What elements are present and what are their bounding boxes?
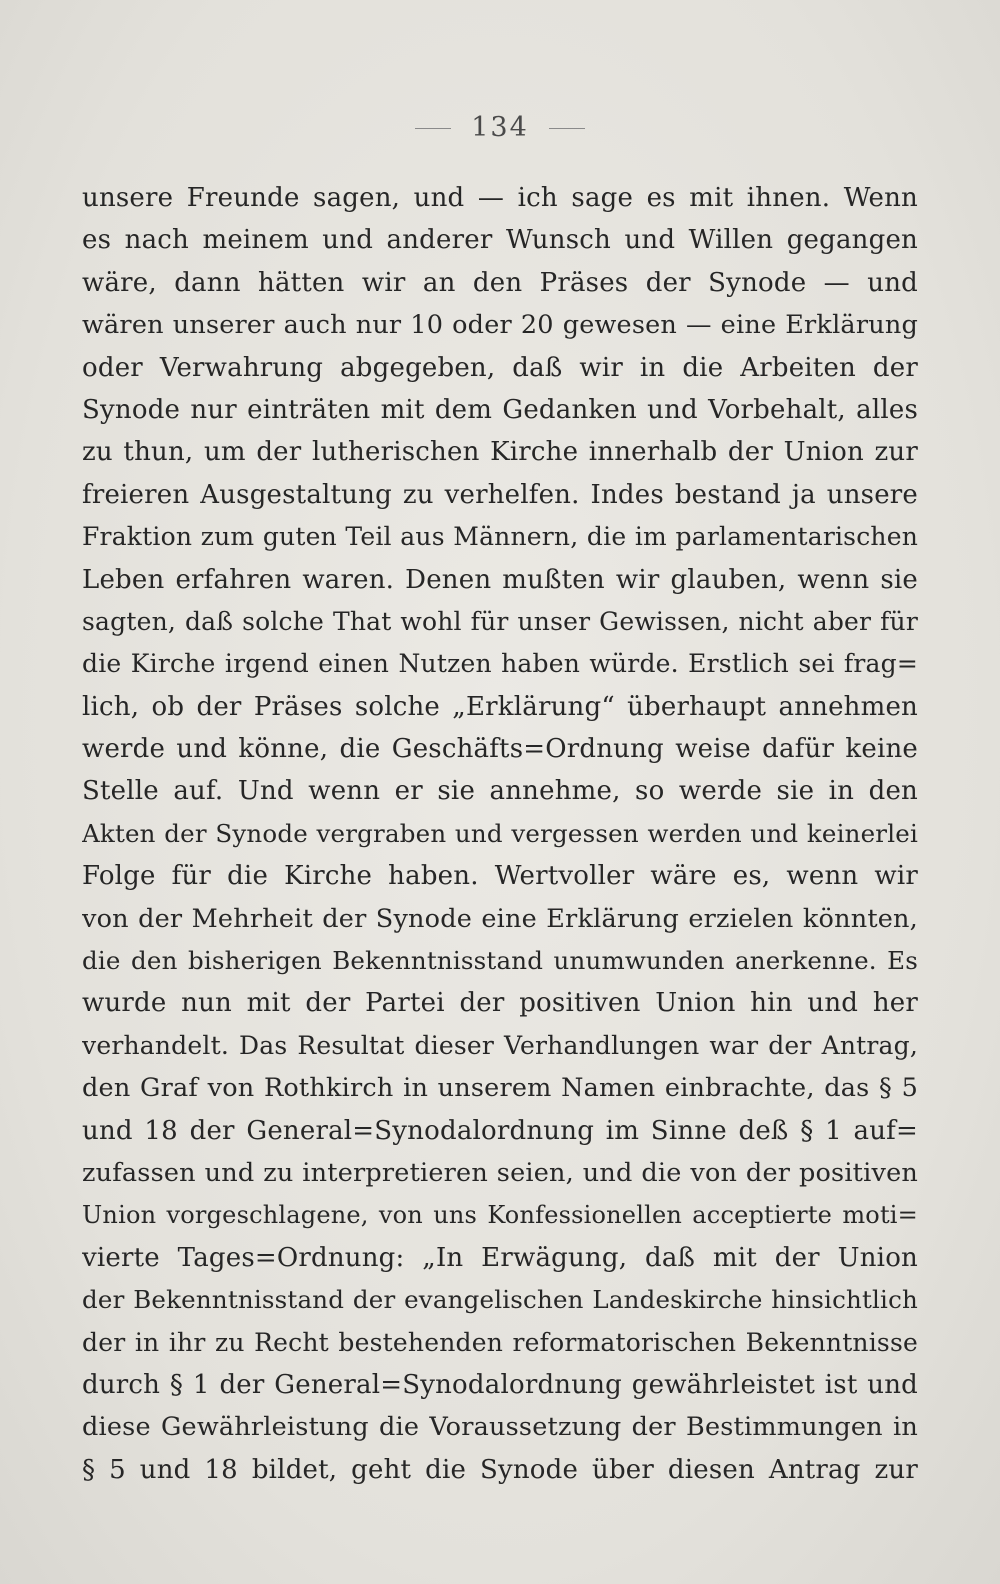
- text-line: Union vorgeschlagene, von uns Konfessionellen acceptierte moti=: [82, 1201, 918, 1230]
- text-line: verhandelt. Das Resultat dieser Verhandlungen war der Antrag,: [82, 1030, 918, 1060]
- text-line: und 18 der General=Synodalordnung im Sinne deß § 1 auf=: [82, 1115, 918, 1146]
- text-line: Leben erfahren waren. Denen mußten wir glauben, wenn sie: [82, 564, 918, 595]
- text-line: § 5 und 18 bildet, geht die Synode über diesen Antrag zur: [82, 1454, 918, 1485]
- text-line: lich, ob der Präses solche „Erklärung“ überhaupt annehmen: [82, 691, 918, 722]
- right-dash: [549, 128, 585, 129]
- text-line: es nach meinem und anderer Wunsch und Willen gegangen: [82, 225, 918, 256]
- text-line: zufassen und zu interpretieren seien, und die von der positiven: [82, 1157, 918, 1188]
- text-line: freieren Ausgestaltung zu verhelfen. Indes bestand ja unsere: [82, 479, 918, 510]
- page-number-header: [0, 112, 1000, 143]
- text-line: Stelle auf. Und wenn er sie annehme, so werde sie in den: [82, 776, 918, 807]
- text-line: Fraktion zum guten Teil aus Männern, die im parlamentarischen: [82, 522, 918, 552]
- text-line: werde und könne, die Geschäfts=Ordnung weise dafür keine: [82, 734, 918, 765]
- text-line: zu thun, um der lutherischen Kirche innerhalb der Union zur: [82, 437, 918, 468]
- body-text: [82, 177, 918, 1491]
- text-line: der in ihr zu Recht bestehenden reformatorischen Bekenntnisse: [82, 1327, 918, 1357]
- text-line: der Bekenntnisstand der evangelischen Landeskirche hinsichtlich: [82, 1285, 918, 1315]
- text-line: von der Mehrheit der Synode eine Erklärung erzielen könnten,: [82, 903, 918, 934]
- text-line: Folge für die Kirche haben. Wertvoller wäre es, wenn wir: [82, 861, 918, 892]
- text-line: oder Verwahrung abgegeben, daß wir in die Arbeiten der: [82, 352, 918, 383]
- text-line: unsere Freunde sagen, und — ich sage es mit ihnen. Wenn: [82, 183, 918, 213]
- text-line: durch § 1 der General=Synodalordnung gewährleistet ist und: [82, 1369, 918, 1400]
- text-line: Akten der Synode vergraben und vergessen werden und keinerlei: [82, 818, 918, 848]
- text-line: wären unserer auch nur 10 oder 20 gewesen — eine Erklärung: [82, 310, 918, 341]
- text-line: wurde nun mit der Partei der positiven Union hin und her: [82, 988, 918, 1019]
- text-line: sagten, daß solche That wohl für unser Gewissen, nicht aber für: [82, 606, 918, 636]
- text-line: diese Gewährleistung die Voraussetzung der Bestimmungen in: [82, 1412, 918, 1443]
- text-line: vierte Tages=Ordnung: „In Erwägung, daß mit der Union: [82, 1242, 918, 1273]
- left-dash: [415, 128, 451, 129]
- text-line: wäre, dann hätten wir an den Präses der Synode — und: [82, 267, 918, 298]
- text-line: den Graf von Rothkirch in unserem Namen einbrachte, das § 5: [82, 1073, 918, 1104]
- text-line: die den bisherigen Bekenntnisstand unumwunden anerkenne. Es: [82, 946, 918, 976]
- text-line: die Kirche irgend einen Nutzen haben würde. Erstlich sei frag=: [82, 649, 918, 679]
- text-line: Synode nur einträten mit dem Gedanken und Vorbehalt, alles: [82, 394, 918, 425]
- page-number: 134: [471, 112, 529, 143]
